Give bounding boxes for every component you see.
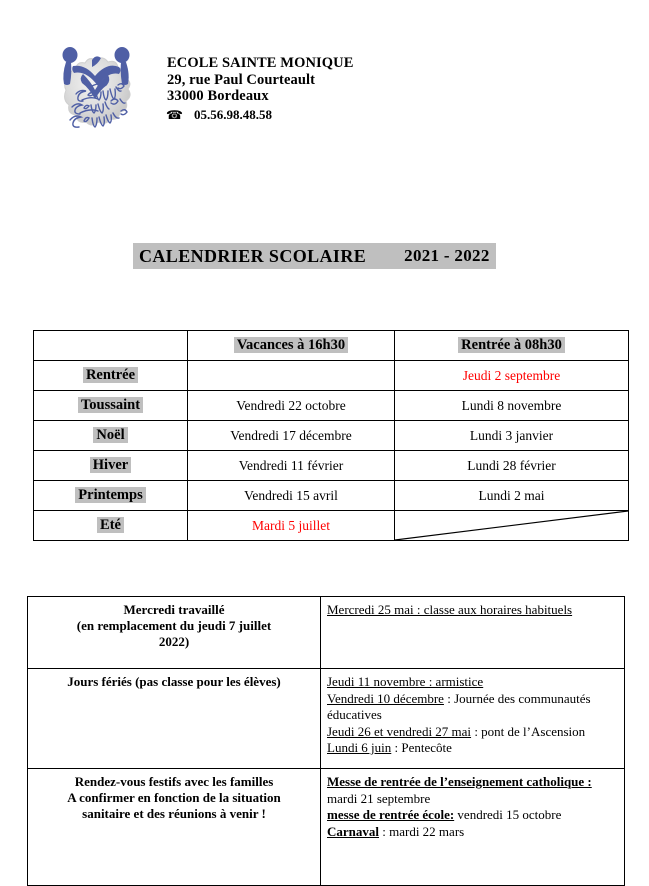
calendar-cell-vacances xyxy=(188,481,395,511)
calendar-cell-rentree xyxy=(395,451,629,481)
notes-entry xyxy=(327,602,618,619)
calendar-row-label xyxy=(34,451,188,481)
notes-table xyxy=(27,596,625,886)
notes-entry-label: Jeudi 11 novembre : armistice xyxy=(327,674,484,689)
calendar-cell-rentree xyxy=(395,361,629,391)
notes-entry-label: Messe de rentrée de l’enseignement catholique : xyxy=(327,774,592,789)
calendar-row xyxy=(34,421,629,451)
address-street: 29, rue Paul Courteault xyxy=(167,71,316,88)
school-address-block xyxy=(167,55,467,124)
calendar-row xyxy=(34,391,629,421)
notes-label-line: Rendez-vous festifs avec les familles xyxy=(74,774,274,789)
calendar-rentree-date: Lundi 28 février xyxy=(467,457,556,473)
calendar-header-row xyxy=(34,331,629,361)
address-city: 33000 Bordeaux xyxy=(167,88,269,104)
notes-label-line: 2022) xyxy=(158,634,190,649)
calendar-rentree-date: Lundi 2 mai xyxy=(478,487,545,503)
calendar-cell-rentree xyxy=(395,481,629,511)
notes-row-label xyxy=(28,669,321,769)
calendar-cell-rentree-crossed xyxy=(395,511,629,541)
calendar-row-label-text: Noël xyxy=(93,427,127,443)
notes-row-label xyxy=(28,769,321,886)
school-name: ECOLE SAINTE MONIQUE xyxy=(167,55,354,71)
calendar-header-empty xyxy=(34,331,188,361)
notes-entry xyxy=(327,824,618,841)
notes-label-line: Mercredi travaillé xyxy=(123,602,225,617)
notes-label-line: (en remplacement du jeudi 7 juillet xyxy=(76,618,272,633)
calendar-rentree-date: Jeudi 2 septembre xyxy=(462,367,561,383)
calendar-body xyxy=(34,361,629,541)
notes-label-line: Jours fériés (pas classe pour les élèves) xyxy=(67,674,281,689)
notes-entry-label: Mercredi 25 mai : classe aux horaires habituels xyxy=(327,602,573,617)
calendar-rentree-date: Lundi 8 novembre xyxy=(461,397,562,413)
notes-entry xyxy=(327,807,618,824)
diagonal-strike-icon xyxy=(395,511,628,540)
calendar-row-label xyxy=(34,481,188,511)
calendar-row-label-text: Eté xyxy=(97,517,124,533)
calendar-row-label xyxy=(34,361,188,391)
notes-row xyxy=(28,669,625,769)
calendar-row xyxy=(34,361,629,391)
notes-entry xyxy=(327,774,618,807)
calendar-row xyxy=(34,511,629,541)
notes-entry-rest: mardi 21 septembre xyxy=(327,790,431,806)
phone-line xyxy=(167,106,467,124)
notes-row-label xyxy=(28,597,321,669)
notes-entry xyxy=(327,674,618,691)
notes-label-line: sanitaire et des réunions à venir ! xyxy=(82,806,266,821)
calendar-row xyxy=(34,481,629,511)
calendar-row-label-text: Rentrée xyxy=(83,367,138,383)
notes-row-content xyxy=(321,769,625,886)
calendar-cell-vacances xyxy=(188,421,395,451)
calendar-vacances-date: Vendredi 22 octobre xyxy=(236,397,346,413)
calendar-row-label-text: Hiver xyxy=(90,457,131,473)
calendar-row-label-text: Toussaint xyxy=(78,397,143,413)
notes-row xyxy=(28,597,625,669)
notes-body xyxy=(28,597,625,886)
notes-entry xyxy=(327,691,618,724)
notes-entry-label: Lundi 6 juin xyxy=(327,740,392,755)
calendar-vacances-date: Vendredi 15 avril xyxy=(244,487,338,503)
letterhead xyxy=(0,0,649,150)
calendar-cell-vacances xyxy=(188,361,395,391)
telephone-icon: ☎ xyxy=(165,107,184,122)
calendar-vacances-date: Mardi 5 juillet xyxy=(252,517,330,533)
calendar-cell-vacances xyxy=(188,511,395,541)
calendar-row xyxy=(34,451,629,481)
calendar-rentree-date: Lundi 3 janvier xyxy=(469,427,554,443)
calendar-vacances-date: Vendredi 17 décembre xyxy=(230,427,352,443)
notes-entry-label: messe de rentrée école: xyxy=(327,807,455,822)
calendar-row-label-text: Printemps xyxy=(75,487,145,503)
notes-entry xyxy=(327,740,618,757)
notes-entry-rest: : Pentecôte xyxy=(391,740,452,755)
notes-entry-label: Carnaval xyxy=(327,823,379,839)
page-title-main: CALENDRIER SCOLAIRE xyxy=(139,245,367,266)
notes-entry-rest: : pont de l’Ascension xyxy=(471,723,586,739)
calendar-row-label xyxy=(34,391,188,421)
page-title-years: 2021 - 2022 xyxy=(404,246,490,265)
notes-entry-label: Vendredi 10 décembre xyxy=(327,690,444,706)
calendar-cell-rentree xyxy=(395,421,629,451)
phone-number: 05.56.98.48.58 xyxy=(193,106,272,122)
calendar-cell-vacances xyxy=(188,391,395,421)
calendar-header-vacances: Vacances à 16h30 xyxy=(188,331,395,361)
notes-row-content xyxy=(321,597,625,669)
notes-label-line: A confirmer en fonction de la situation xyxy=(67,790,281,805)
notes-row-content xyxy=(321,669,625,769)
calendar-row-label xyxy=(34,421,188,451)
notes-row xyxy=(28,769,625,886)
notes-entry-rest: : mardi 22 mars xyxy=(379,823,465,839)
calendar-row-label xyxy=(34,511,188,541)
calendar-cell-vacances xyxy=(188,451,395,481)
calendar-cell-rentree xyxy=(395,391,629,421)
school-crest-logo xyxy=(46,44,150,140)
notes-entry-rest: : Journée des communautés éducatives xyxy=(327,690,591,722)
calendar-header-rentree: Rentrée à 08h30 xyxy=(395,331,629,361)
notes-entry-rest: vendredi 15 octobre xyxy=(454,807,562,822)
page-title xyxy=(133,243,496,269)
notes-entry xyxy=(327,724,618,741)
calendar-table xyxy=(33,330,629,541)
calendar-vacances-date: Vendredi 11 février xyxy=(238,457,344,473)
notes-entry-label: Jeudi 26 et vendredi 27 mai xyxy=(327,723,472,739)
